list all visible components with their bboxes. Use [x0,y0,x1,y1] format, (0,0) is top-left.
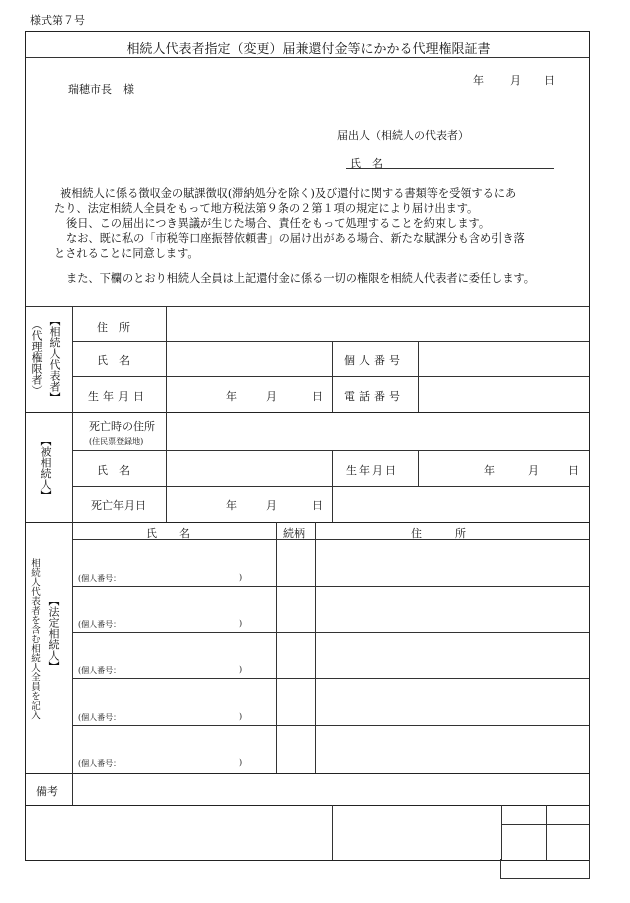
rep-birthdate-label: 生年月日 [88,390,148,403]
deceased-address-sublabel: (住民票登録地) [89,437,144,446]
rep-mynumber-label: 個人番号 [344,354,404,367]
heirs-section-label: 【法定相続人】 [47,595,60,672]
heir-mynumber-close: ) [239,619,243,628]
form-title: 相続人代表者指定（変更）届兼還付金等にかかる代理権限証書 [126,42,491,57]
heir-mynumber-label: (個人番号： [78,759,122,768]
rep-name-label: 氏 名 [97,354,130,367]
form-number: 様式第７号 [30,14,85,27]
deceased-section-label: 【被相続人】 [39,435,52,501]
rep-phone-label: 電話番号 [344,390,404,403]
heirs-section-sublabel: 相続人代表者を含む相続人全員を記入 [29,558,40,720]
heir-mynumber-close: ) [239,573,243,582]
death-month: 月 [266,499,277,512]
col-divider [315,522,316,773]
death-year: 年 [226,499,237,512]
deceased-birth-month: 月 [528,464,539,477]
deceased-name-label: 氏 名 [97,464,130,477]
death-day: 日 [312,499,323,512]
col-divider [72,412,73,522]
col-divider [332,805,333,860]
deceased-address-label: 死亡時の住所 [89,420,155,433]
date-month-label: 月 [510,74,521,87]
heirs-col-relation: 続柄 [283,527,305,540]
certificate-form [25,31,590,861]
rep-address-field[interactable] [167,307,588,341]
heir-mynumber-close: ) [239,665,243,674]
addressee: 瑞穂市長 様 [68,83,134,96]
declaration-line: たり、法定相続人全員をもって地方税法第９条の２第１項の規定により届け出ます。 [54,202,479,215]
col-divider [418,450,419,486]
submitter-name-label: 氏 名 [350,157,383,170]
declaration-line: また、下欄のとおり相続人全員は上記還付金に係る一切の権限を相続人代表者に委任します。 [66,272,535,285]
rep-birth-day: 日 [312,390,323,403]
heir-mynumber-label: (個人番号： [78,574,122,583]
date-year-label: 年 [473,74,484,87]
heir-mynumber-close: ) [239,712,243,721]
row-divider [501,824,589,825]
declaration-line: とされることに同意します。 [54,247,199,260]
declaration-line: なお、既に私の「市税等口座振替依頼書」の届け出がある場合、新たな賦課分も含め引き落 [66,232,525,245]
declaration-line: 後日、この届出につき異議が生じた場合、責任をもって処理することを約束します。 [66,217,491,230]
heir-mynumber-label: (個人番号： [78,713,122,722]
section-divider [26,805,589,806]
deceased-deathdate-label: 死亡年月日 [91,499,146,512]
col-divider [501,805,502,860]
office-stamp-box [500,859,590,879]
representative-section-sublabel: （代理権限者） [30,319,43,396]
section-divider [26,522,589,523]
deceased-birth-year: 年 [484,464,495,477]
heirs-col-name: 氏 名 [146,527,190,540]
rep-birth-month: 月 [266,390,277,403]
deceased-birth-day: 日 [568,464,579,477]
deceased-address-field[interactable] [167,413,588,450]
submitter-name-field[interactable] [346,168,554,169]
declaration-text: 被相続人に係る徴収金の賦課徴収(滞納処分を除く)及び還付に関する書類等を受領するにあ [60,187,517,200]
remarks-label: 備考 [36,785,58,798]
heir-mynumber-label: (個人番号： [78,666,122,675]
rep-mynumber-field[interactable] [419,342,588,376]
remarks-field[interactable] [73,774,588,805]
deceased-birthdate-label: 生年月日 [346,464,398,477]
rep-phone-field[interactable] [419,377,588,411]
deceased-name-field[interactable] [167,451,331,486]
col-divider [332,450,333,522]
submitter-label: 届出人（相続人の代表者） [337,129,469,142]
heirs-col-address: 住 所 [411,527,466,540]
representative-section-label: 【相続人代表者】 [48,315,61,403]
row-divider [72,486,589,487]
heir-mynumber-label: (個人番号： [78,620,122,629]
date-day-label: 日 [544,74,555,87]
col-divider [546,805,547,860]
rep-birth-year: 年 [226,390,237,403]
rep-name-field[interactable] [167,342,331,376]
col-divider [72,306,73,412]
col-divider [332,341,333,412]
col-divider [276,522,277,773]
title-divider [26,57,589,58]
heir-mynumber-close: ) [239,758,243,767]
rep-address-label: 住 所 [97,321,130,334]
